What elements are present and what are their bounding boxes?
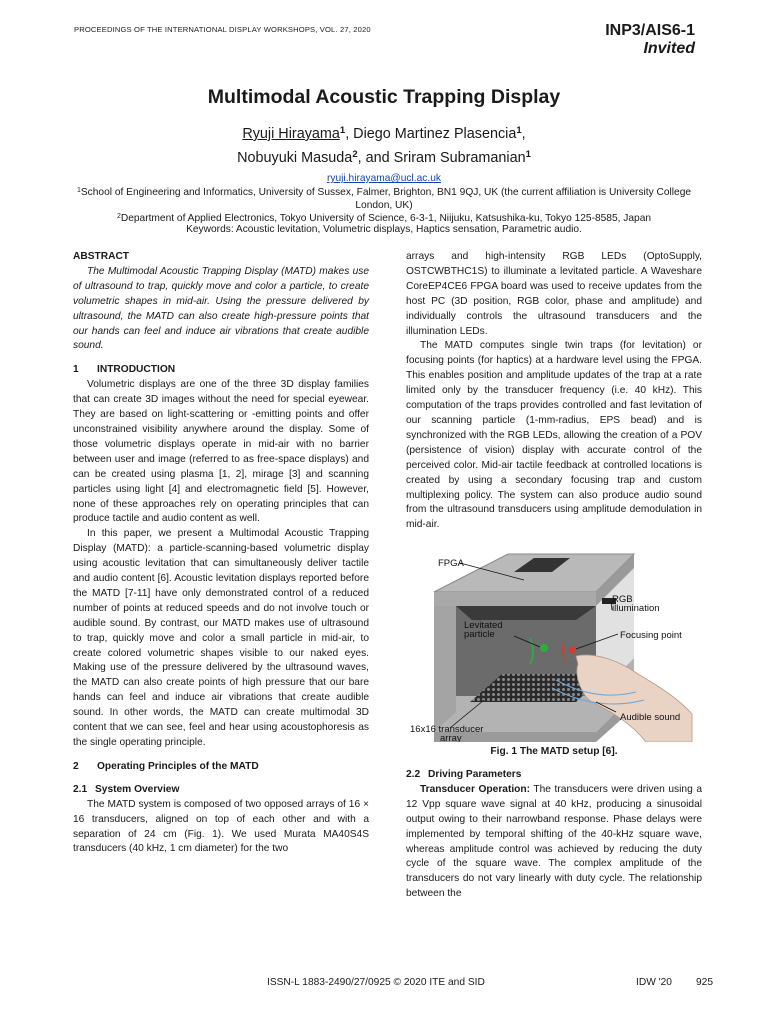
figure-1-matd-setup — [406, 552, 702, 742]
section-title: Driving Parameters — [428, 769, 522, 780]
author-line-2 — [0, 145, 768, 169]
section-title: Operating Principles of the MATD — [97, 760, 259, 772]
section-2-heading — [73, 760, 369, 775]
right-column — [406, 250, 702, 533]
paper-code: INP3/AIS6-1 — [605, 22, 695, 39]
section-title: INTRODUCTION — [97, 364, 176, 376]
author-ryuji-hirayama: Ryuji Hirayama — [242, 126, 340, 142]
footer-page-number: 925 — [696, 977, 713, 988]
intro-paragraph-2: In this paper, we present a Multimodal Acoustic Trapping Display (MATD): a particle-scanning-based volumetric display using acoustic levitation that can simultaneously deliver tactile and audio content [6]. Acoustic levitation displays reported before the MATD [7-11] have only demonstrated control of a reduced number of points at reduced speeds and do not involve touch or audible sound. By contrast, our MATD makes use of ultrasound to trap, quickly move and color a small particle in mid-air, to create colored volumetric shapes visible to our naked eyes. Making use of the pressure delivered by the ultrasound waves, the MATD can also create points of high pressure that our bare hands can feel and induce air vibrations that create audible sound. In other words, the MATD can create multimodal 3D content that we can see, feel and hear using acoustophoresis as the single operating principle. — [73, 528, 369, 748]
top-plate-front — [434, 592, 596, 606]
abstract-heading: ABSTRACT — [73, 251, 130, 262]
invited-label: Invited — [643, 40, 695, 57]
author-sup: 1 — [525, 148, 531, 160]
label-illumination: illumination — [612, 603, 660, 614]
levitated-particle-marker — [540, 644, 548, 652]
aff-text: Department of Applied Electronics, Tokyo University of Science, 6-3-1, Niijuku, Katsushika-ku, Tokyo 125-8585, Japan — [120, 213, 652, 224]
section-title: System Overview — [95, 783, 180, 795]
author-sup: 1 — [339, 125, 346, 136]
transducer-operation-paragraph — [406, 783, 702, 902]
section-number: 2.1 — [73, 783, 88, 795]
label-audible-sound: Audible sound — [620, 712, 681, 723]
intro-paragraph-1: Volumetric displays are one of the three 3D display families that can create 3D images without the need for special eyewear. They are based on light-scattering or -emitting points and offer unconstrained visibility anywhere around the display. Some of those volumetric displays operate in mid-air with no barrier between user and image (referred to as free-space displays) and can be created using plasma [1, 2], mirage [3] and scanning particles using light [4] and electromagnetic field [5]. However, none of these approaches rely on operating principles that can produce tactile and audio content as well. — [73, 379, 369, 525]
left-pillar — [434, 606, 456, 732]
paragraph-text: The transducers were driven using a 12 Vpp square wave signal at 40 kHz, producing a sinusoidal output owing to their narrowband response. Phase delays were implemented by temporal shifting of the 40-kHz square wave, whereas amplitude control was achieved by reducing the duty cycle of the square wave. The complex amplitude of the transducers do not vary linearly with duty cycle. The relationship between the — [406, 783, 702, 900]
abstract-section — [73, 250, 369, 354]
footer-issn: ISSN-L 1883-2490/27/0925 © 2020 ITE and SID — [267, 977, 485, 988]
label-fpga: FPGA — [438, 558, 464, 569]
keywords: Keywords: Acoustic levitation, Volumetric displays, Haptics sensation, Parametric audio. — [186, 224, 582, 235]
run-in-heading: Transducer Operation: — [420, 783, 531, 795]
system-overview-paragraph: The MATD system is composed of two opposed arrays of 16 × 16 transducers, aligned on top of each other and with a separation of 24 cm (Fig. 1). We used Murata MA40S4S transducers (40 kHz, 1 cm diameter) for the two — [73, 798, 369, 855]
label-array: array — [440, 733, 462, 742]
label-rgb: RGB — [612, 594, 633, 605]
author-diego-martinez-plasencia: , Diego Martinez Plasencia — [345, 126, 517, 142]
aff-sup: 1 — [76, 187, 81, 194]
abstract-text: The Multimodal Acoustic Trapping Display (MATD) makes use of ultrasound to trap, quickly move and color a particle, to create volumetric shapes in mid-air. Using the pressure delivered by ultrasound, the MATD can also create high-pressure points that our hands can feel and induce air vibrations that create audible sound. — [73, 265, 369, 352]
section-2-1-heading — [73, 783, 369, 798]
paper-title: Multimodal Acoustic Trapping Display — [207, 86, 561, 108]
section-number: 1 — [73, 364, 79, 376]
affiliation-1 — [72, 185, 696, 212]
section-2-2-heading — [406, 768, 702, 783]
left-column — [73, 250, 369, 857]
footer-conference: IDW '20 — [636, 977, 672, 988]
author-nobuyuki-masuda: Nobuyuki Masuda — [237, 149, 353, 166]
author-sep: , — [521, 126, 526, 142]
proceedings-header: PROCEEDINGS OF THE INTERNATIONAL DISPLAY WORKSHOPS, VOL. 27, 2020 — [74, 25, 371, 34]
author-sup: 1 — [516, 125, 522, 136]
top-transducer-array — [456, 606, 596, 620]
label-transducer-array: 16x16 transducer — [410, 724, 484, 735]
label-focusing-point: Focusing point — [620, 630, 682, 641]
section-number: 2.2 — [406, 769, 421, 780]
section-number: 2 — [73, 760, 79, 772]
matd-setup-illustration — [406, 552, 702, 742]
traps-paragraph: The MATD computes single twin traps (for levitation) or focusing points (for haptics) at a hardware level using the FPGA. This enables position and amplitude updates of the trap at a rate limited only by the transducer frequency (i.e. 40 kHz). This computation of the traps provides controlled and fast levitation of our scanning particle (1-mm-radius, EPS bead) and is synchronized with the RGB LEDs, allowing the creation of a POV (persistence of vision) display with accurate control of the perceived color. Mid-air tactile feedback at controlled locations is created by using a secondary focusing trap and custom multiplexing policy. The system can also produce audio sound from the ultrasound transducers using amplitude demodulation in mid-air. — [406, 340, 702, 531]
section-1-heading — [73, 363, 369, 378]
label-levitated: Levitated — [464, 620, 503, 631]
author-sup: 2 — [352, 148, 358, 160]
author-sriram-subramanian: , and Sriram Subramanian — [357, 149, 526, 166]
focus-point-marker — [569, 647, 576, 654]
author-line-1 — [0, 121, 768, 145]
right-column-lower — [406, 768, 702, 902]
aff-text: School of Engineering and Informatics, University of Sussex, Falmer, Brighton, BN1 9QJ, UK (the current affiliation is University College London, UK) — [80, 187, 692, 211]
system-overview-continued: arrays and high-intensity RGB LEDs (OptoSupply, OSTCWBTHC1S) to illuminate a levitated particle. A Waveshare CoreEP4CE6 FPGA board was used to receive updates from the host PC (3D position, RGB color, phase and amplitude) and individually controls the ultrasound transducers and the illumination LEDs. — [406, 251, 702, 337]
label-particle: particle — [464, 629, 495, 640]
aff-sup: 2 — [116, 213, 121, 220]
corresponding-email-link[interactable]: ryuji.hirayama@ucl.ac.uk — [327, 173, 441, 184]
figure-1-caption: Fig. 1 The MATD setup [6]. — [490, 746, 618, 757]
author-list — [0, 121, 768, 168]
